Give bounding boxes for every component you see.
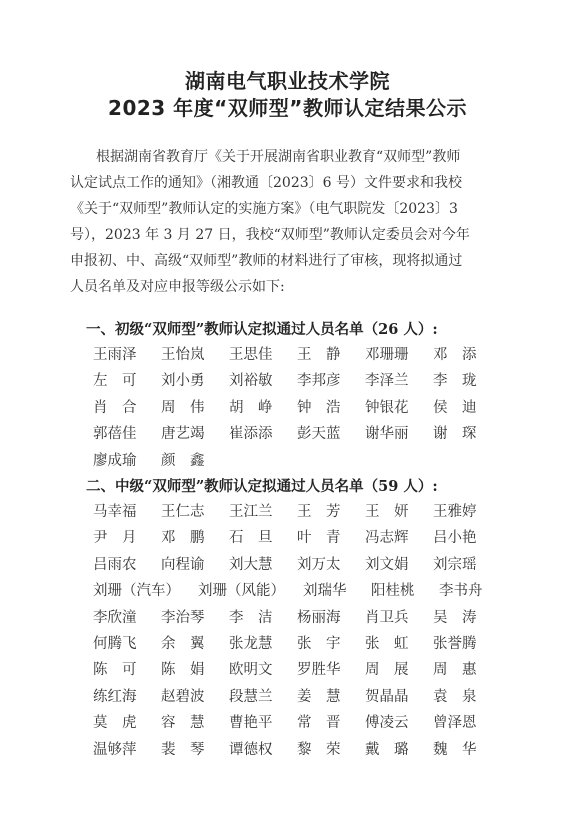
person-name: 唐艺竭 bbox=[161, 426, 205, 443]
person-name: 段慧兰 bbox=[229, 688, 273, 705]
title-line-2: 2023 年度“双师型”教师认定结果公示 bbox=[108, 96, 467, 120]
person-name: 李 洁 bbox=[229, 609, 273, 626]
name-row bbox=[93, 449, 523, 475]
person-name: 何腾飞 bbox=[93, 635, 137, 652]
person-name: 王 静 bbox=[297, 347, 341, 363]
person-name: 侯 迪 bbox=[433, 399, 477, 416]
person-name: 黎 荣 bbox=[297, 741, 341, 758]
section-1-names bbox=[93, 343, 523, 475]
name-row bbox=[93, 579, 523, 605]
person-name: 刘万太 bbox=[297, 556, 341, 573]
person-name: 左 可 bbox=[93, 373, 137, 390]
person-name: 谭德权 bbox=[229, 741, 273, 758]
person-name: 傅凌云 bbox=[365, 715, 409, 732]
person-name: 吕雨农 bbox=[93, 556, 137, 573]
title-line-1: 湖南电气职业技术学院 bbox=[185, 69, 390, 93]
person-name: 刘宗瑶 bbox=[433, 556, 477, 573]
person-name: 王江兰 bbox=[229, 504, 273, 520]
person-name: 李泽兰 bbox=[365, 373, 409, 390]
name-row bbox=[93, 606, 523, 632]
person-name: 容 慧 bbox=[161, 715, 205, 732]
intro-paragraph bbox=[70, 144, 510, 300]
person-name: 刘文娟 bbox=[365, 556, 409, 573]
intro-line: 认定试点工作的通知》（湘教通〔2023〕6 号）文件要求和我校 bbox=[70, 175, 462, 191]
person-name: 王雅婷 bbox=[433, 504, 477, 520]
person-name: 刘珊（风能） bbox=[198, 583, 285, 600]
person-name: 曹艳平 bbox=[229, 715, 273, 732]
person-name: 刘瑞华 bbox=[303, 583, 347, 600]
person-name: 余 翼 bbox=[161, 635, 205, 652]
person-name: 姜 慧 bbox=[297, 688, 341, 705]
intro-line: 号），2023 年 3 月 27 日，我校“双师型”教师认定委员会对今年 bbox=[70, 227, 470, 243]
section-2-heading: 二、中级“双师型”教师认定拟通过人员名单（59 人）: bbox=[86, 478, 438, 495]
name-row bbox=[93, 343, 523, 369]
name-row bbox=[93, 658, 523, 684]
name-row bbox=[93, 632, 523, 658]
person-name: 冯志辉 bbox=[365, 530, 409, 547]
section-2-names bbox=[93, 500, 523, 764]
person-name: 张龙慧 bbox=[229, 635, 273, 652]
name-row bbox=[93, 422, 523, 448]
intro-line: 根据湖南省教育厅《关于开展湖南省职业教育“双师型”教师 bbox=[96, 149, 461, 165]
person-name: 李书舟 bbox=[439, 583, 483, 600]
person-name: 吴 涛 bbox=[433, 609, 477, 626]
person-name: 周 展 bbox=[365, 662, 409, 679]
person-name: 魏 华 bbox=[433, 741, 477, 758]
person-name: 肖 合 bbox=[93, 399, 137, 416]
person-name: 马幸福 bbox=[93, 504, 137, 520]
person-name: 罗胜华 bbox=[297, 662, 341, 679]
person-name: 邓 鹏 bbox=[161, 530, 205, 547]
person-name: 向程谕 bbox=[161, 556, 205, 573]
person-name: 王仁志 bbox=[161, 504, 205, 520]
person-name: 胡 峥 bbox=[229, 399, 273, 416]
name-row bbox=[93, 711, 523, 737]
person-name: 尹 月 bbox=[93, 530, 137, 547]
person-name: 赵碧波 bbox=[161, 688, 205, 705]
person-name: 李邦彦 bbox=[297, 373, 341, 390]
person-name: 颜 鑫 bbox=[161, 452, 205, 469]
person-name: 刘大慧 bbox=[229, 556, 273, 573]
person-name: 周 惠 bbox=[433, 662, 477, 679]
name-row bbox=[93, 526, 523, 552]
person-name: 钟 浩 bbox=[297, 399, 341, 416]
person-name: 钟银花 bbox=[365, 399, 409, 416]
person-name: 谢 琛 bbox=[433, 426, 477, 443]
intro-line: 《关于“双师型”教师认定的实施方案》（电气职院发〔2023〕3 bbox=[70, 201, 458, 217]
person-name: 石 旦 bbox=[229, 530, 273, 547]
person-name: 阳桂桃 bbox=[371, 583, 415, 600]
person-name: 裴 琴 bbox=[161, 741, 205, 758]
person-name: 崔添添 bbox=[229, 426, 273, 443]
person-name: 王怡岚 bbox=[161, 347, 205, 363]
person-name: 郭蓓佳 bbox=[93, 426, 137, 443]
person-name: 曾泽恩 bbox=[433, 715, 477, 732]
person-name: 贺晶晶 bbox=[365, 688, 409, 705]
person-name: 邓 添 bbox=[433, 347, 477, 363]
person-name: 常 晋 bbox=[297, 715, 341, 732]
person-name: 陈 娟 bbox=[161, 662, 205, 679]
person-name: 欧明文 bbox=[229, 662, 273, 679]
person-name: 王思佳 bbox=[229, 347, 273, 363]
intro-line: 人员名单及对应申报等级公示如下: bbox=[70, 279, 285, 295]
name-row bbox=[93, 685, 523, 711]
name-row bbox=[93, 369, 523, 395]
person-name: 张誉腾 bbox=[433, 635, 477, 652]
person-name: 邓珊珊 bbox=[365, 347, 409, 363]
person-name: 陈 可 bbox=[93, 662, 137, 679]
person-name: 彭天蓝 bbox=[297, 426, 341, 443]
person-name: 杨丽海 bbox=[297, 609, 341, 626]
person-name: 叶 青 bbox=[297, 530, 341, 547]
name-row bbox=[93, 553, 523, 579]
person-name: 戴 璐 bbox=[365, 741, 409, 758]
person-name: 廖成瑜 bbox=[93, 452, 137, 469]
person-name: 刘珊（汽车） bbox=[93, 583, 180, 600]
person-name: 张 宇 bbox=[297, 635, 341, 652]
person-name: 肖卫兵 bbox=[365, 609, 409, 626]
person-name: 刘小勇 bbox=[161, 373, 205, 390]
person-name: 王 妍 bbox=[365, 504, 409, 520]
person-name: 王雨泽 bbox=[93, 347, 137, 363]
person-name: 刘裕敏 bbox=[229, 373, 273, 390]
person-name: 吕小艳 bbox=[433, 530, 477, 547]
name-row bbox=[93, 396, 523, 422]
person-name: 谢华丽 bbox=[365, 426, 409, 443]
person-name: 李 珑 bbox=[433, 373, 477, 390]
person-name: 李治琴 bbox=[161, 609, 205, 626]
person-name: 张 虹 bbox=[365, 635, 409, 652]
person-name: 袁 泉 bbox=[433, 688, 477, 705]
person-name: 温够萍 bbox=[93, 741, 137, 758]
person-name: 莫 虎 bbox=[93, 715, 137, 732]
person-name: 周 伟 bbox=[161, 399, 205, 416]
name-row bbox=[93, 738, 523, 764]
intro-line: 申报初、中、高级“双师型”教师的材料进行了审核，现将拟通过 bbox=[70, 253, 463, 269]
name-row bbox=[93, 500, 523, 526]
person-name: 李欣潼 bbox=[93, 609, 137, 626]
person-name: 王 芳 bbox=[297, 504, 341, 520]
person-name: 练红海 bbox=[93, 688, 137, 705]
section-1-heading: 一、初级“双师型”教师认定拟通过人员名单（26 人）: bbox=[86, 321, 438, 338]
